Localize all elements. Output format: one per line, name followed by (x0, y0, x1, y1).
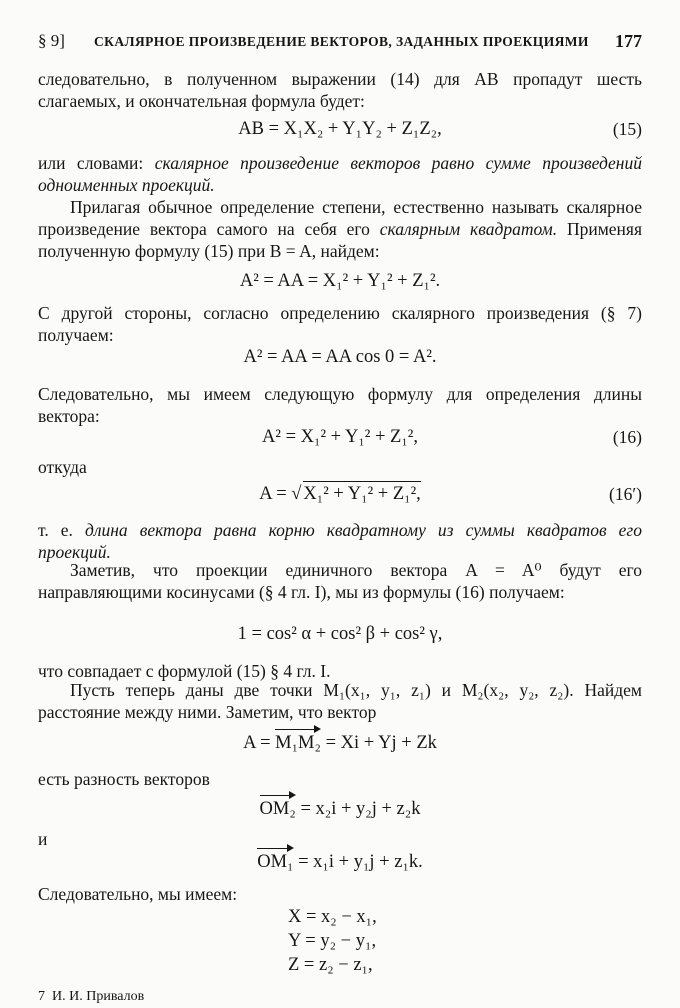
vector-m1m2: M₁M₂ (275, 733, 321, 753)
paragraph-6: откуда (38, 457, 87, 477)
equation-vector-a (38, 732, 642, 754)
paragraph-8: Заметив, что проекции единичного вектора A = A⁰ будут его направляющими косинусами (§ 4 гл. I), мы из формулы (16) получаем: (38, 560, 642, 602)
difference-x: X = x₂ − x₁, (288, 907, 377, 927)
paragraph-3-text-1: Прилагая обычное определение степени, естественно называть скалярное произведение вектора самого на себя его (38, 197, 642, 239)
paragraph-3 (38, 196, 642, 262)
equation-16-prime-number: (16′) (609, 484, 642, 504)
equation-16 (38, 426, 642, 450)
equation-16-number: (16) (612, 427, 642, 447)
paragraph-4: С другой стороны, согласно определению скалярного произведения (§ 7) получаем: (38, 303, 642, 345)
paragraph-7-lead: т. е. (38, 520, 85, 540)
equation-16-prime-formula (38, 483, 642, 505)
page-header (38, 30, 642, 54)
equation-om2 (38, 798, 642, 820)
difference-z: Z = z₂ − z₁, (288, 955, 373, 975)
vector-om2: OM₂ (259, 799, 296, 819)
equation-vector-a-lhs: A = (243, 733, 276, 753)
paragraph-12: и (38, 829, 48, 849)
difference-y: Y = y₂ − y₁, (288, 931, 377, 951)
paragraph-3-italic: скалярным квадратом. (379, 219, 558, 239)
vector-om1: OM₁ (257, 852, 294, 872)
paragraph-7 (38, 519, 642, 563)
equation-16-formula: A² = X₁² + Y₁² + Z₁², (262, 427, 418, 447)
equation-15-number: (15) (612, 119, 642, 139)
equation-cosines: 1 = cos² α + cos² β + cos² γ, (237, 624, 443, 644)
paragraph-5: Следовательно, мы имеем следующую формулу для определения длины вектора: (38, 384, 642, 426)
equation-16-prime-lhs: A = √ (259, 484, 302, 504)
paragraph-10: Пусть теперь даны две точки M₁(x₁, y₁, z₁) и M₂(x₂, y₂, z₂). Найдем расстояние между ними. Заметим, что вектор (38, 680, 642, 722)
paragraph-7-italic: длина вектора равна корню квадратному из суммы квадратов его проекций. (38, 520, 642, 562)
running-title: СКАЛЯРНОЕ ПРОИЗВЕДЕНИЕ ВЕКТОРОВ, ЗАДАННЫХ ПРОЕКЦИЯМИ (94, 34, 589, 49)
page-number: 177 (615, 31, 642, 51)
equation-om1-rhs: = x₁i + y₁j + z₁k. (293, 852, 423, 872)
equation-16-prime (38, 483, 642, 509)
equation-vector-a-rhs: = Xi + Yj + Zk (320, 733, 437, 753)
equation-a2-1: A² = AA = X₁² + Y₁² + Z₁². (239, 271, 441, 291)
equation-om2-rhs: = x₂i + y₂j + z₂k (295, 799, 421, 819)
equation-om1 (38, 851, 642, 873)
paragraph-11: есть разность векторов (38, 769, 210, 789)
paragraph-3-text-2: Применяя полученную формулу (15) при B = A, найдем: (38, 219, 643, 261)
paragraph-2-italic: скалярное произведение векторов равно сумме произведений одноименных проекций. (38, 153, 642, 195)
equation-15-formula: AB = X₁X₂ + Y₁Y₂ + Z₁Z₂, (238, 119, 442, 139)
page-footer: 7 И. И. Привалов (38, 989, 145, 1004)
paragraph-2 (38, 152, 642, 196)
paragraph-2-lead: или словами: (38, 153, 155, 173)
paragraph-13: Следовательно, мы имеем: (38, 884, 238, 904)
paragraph-1: следовательно, в полученном выражении (14) для AB пропадут шесть слагаемых, и окончательная формула будет: (38, 69, 642, 111)
equation-16-prime-radicand: X₁² + Y₁² + Z₁², (303, 481, 420, 504)
section-marker: § 9] (38, 31, 65, 50)
equation-a2-2: A² = AA = AA cos 0 = A². (243, 347, 437, 367)
paragraph-9: что совпадает с формулой (15) § 4 гл. I. (38, 661, 331, 681)
equation-15 (38, 118, 642, 142)
